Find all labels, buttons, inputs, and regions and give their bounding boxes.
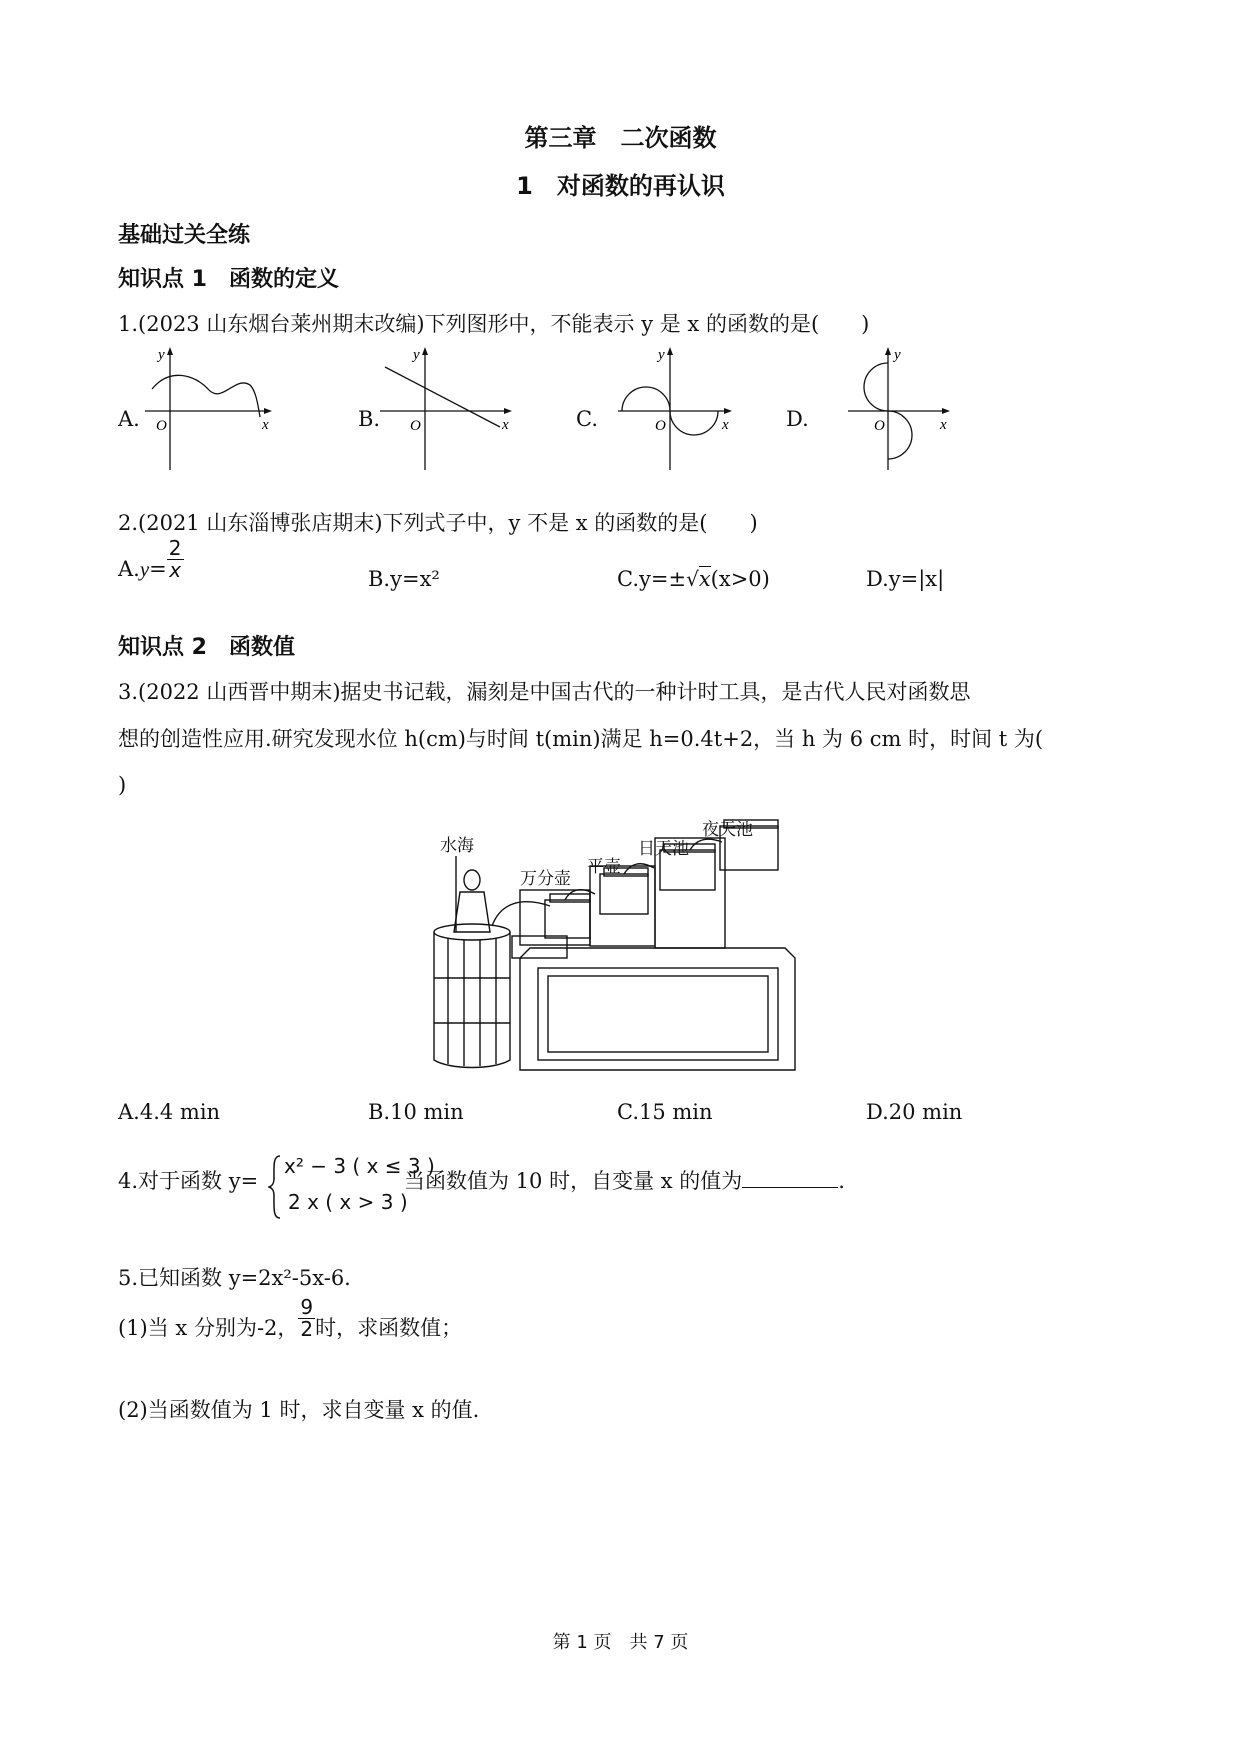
- question-4-suffix: [404, 1165, 845, 1195]
- q5-p1-post: 时，求函数值；: [315, 1316, 463, 1340]
- piecewise-brace: [268, 1154, 282, 1220]
- page-footer: 第 1 页 共 7 页: [552, 1632, 689, 1653]
- question-1-graphs: [118, 345, 1118, 470]
- q2-a-numerator: 2: [168, 536, 182, 560]
- graph-b-y-label: y: [413, 347, 420, 363]
- option-b-label: B.: [358, 407, 381, 431]
- water-clock-illustration: [430, 808, 800, 1078]
- graph-d-x-label: x: [940, 417, 947, 433]
- q2-option-b: B.y=x²: [368, 567, 440, 591]
- q2-a-denominator: x: [169, 558, 182, 582]
- q2-a-eq: =: [149, 557, 167, 581]
- graph-d-origin: O: [874, 418, 885, 434]
- q3-option-b: B.10 min: [368, 1100, 464, 1124]
- q5-numerator: 9: [300, 1295, 314, 1319]
- graph-d: [818, 345, 958, 470]
- question-5-stem: 5.已知函数 y=2x²-5x-6.: [118, 1266, 351, 1290]
- option-d-label: D.: [786, 407, 809, 431]
- question-4-prefix: 4.对于函数 y=: [118, 1169, 259, 1193]
- graph-d-y-label: y: [894, 347, 901, 363]
- knowledge-point-1: 知识点 1 函数的定义: [118, 267, 339, 292]
- graph-a-origin: O: [156, 418, 167, 434]
- q3-option-a: A.4.4 min: [118, 1100, 221, 1124]
- q2-c-sqrt: √x: [686, 567, 711, 591]
- option-c-label: C.: [576, 407, 598, 431]
- q3-option-c: C.15 min: [617, 1100, 713, 1124]
- graph-c-origin: O: [655, 418, 666, 434]
- q4-suffix-text: 当函数值为 10 时，自变量 x 的值为: [404, 1169, 743, 1193]
- q5-denominator: 2: [300, 1317, 314, 1341]
- question-5-part-2: (2)当函数值为 1 时，求自变量 x 的值.: [118, 1398, 480, 1422]
- q2-a-prefix: A.: [118, 557, 140, 581]
- label-yetianchi: 夜天池: [702, 820, 753, 839]
- question-3-line-1: 3.(2022 山西晋中期末)据史书记载，漏刻是中国古代的一种计时工具，是古代人民对函数思: [118, 680, 971, 704]
- label-shuihai: 水海: [440, 836, 474, 855]
- piecewise-case-1: x² − 3 ( x ≤ 3 ): [284, 1154, 435, 1178]
- graph-a-x-label: x: [262, 417, 269, 433]
- part-title: 基础过关全练: [118, 223, 251, 248]
- q2-option-c: [617, 567, 770, 591]
- q2-option-d: D.y=|x|: [866, 567, 945, 591]
- question-2-stem: 2.(2021 山东淄博张店期末)下列式子中，y 不是 x 的函数的是( ): [118, 511, 758, 535]
- question-3-line-2: 想的创造性应用.研究发现水位 h(cm)与时间 t(min)满足 h=0.4t+2，当 h 为 6 cm 时，时间 t 为(: [118, 727, 1044, 751]
- q3-option-d: D.20 min: [866, 1100, 963, 1124]
- graph-c-y-label: y: [658, 347, 665, 363]
- q2-c-prefix: C.y=±: [617, 567, 687, 591]
- question-1-stem: 1.(2023 山东烟台莱州期末改编)下列图形中，不能表示 y 是 x 的函数的是( ): [118, 312, 870, 336]
- graph-c: [600, 345, 740, 470]
- option-a-label: A.: [118, 407, 140, 431]
- question-5-part-1: [118, 1295, 463, 1342]
- graph-a: [140, 345, 280, 470]
- label-wanfenhu: 万分壶: [520, 869, 571, 888]
- graph-c-x-label: x: [722, 417, 729, 433]
- q4-period: .: [838, 1169, 845, 1193]
- q2-a-fraction: [167, 538, 184, 581]
- knowledge-point-2: 知识点 2 函数值: [118, 635, 295, 660]
- q2-c-radicand: x: [698, 567, 711, 591]
- q2-c-suffix: (x>0): [710, 567, 770, 591]
- answer-blank: [742, 1167, 838, 1188]
- label-pinghu: 平壶: [587, 857, 621, 876]
- graph-a-y-label: y: [158, 347, 165, 363]
- question-3-line-3: ): [118, 773, 127, 797]
- graph-b-x-label: x: [502, 417, 509, 433]
- graph-b: [380, 345, 520, 470]
- q2-option-a: [118, 536, 184, 582]
- label-ritianchi: 日天池: [638, 839, 689, 858]
- q2-a-y: y: [139, 557, 150, 581]
- section-title: 1 对函数的再认识: [516, 172, 725, 200]
- q5-fraction: [298, 1297, 315, 1340]
- q5-p1-pre: (1)当 x 分别为-2，: [118, 1316, 299, 1340]
- piecewise-case-2: 2 x ( x > 3 ): [288, 1190, 408, 1214]
- graph-b-origin: O: [410, 418, 421, 434]
- chapter-title: 第三章 二次函数: [524, 124, 717, 152]
